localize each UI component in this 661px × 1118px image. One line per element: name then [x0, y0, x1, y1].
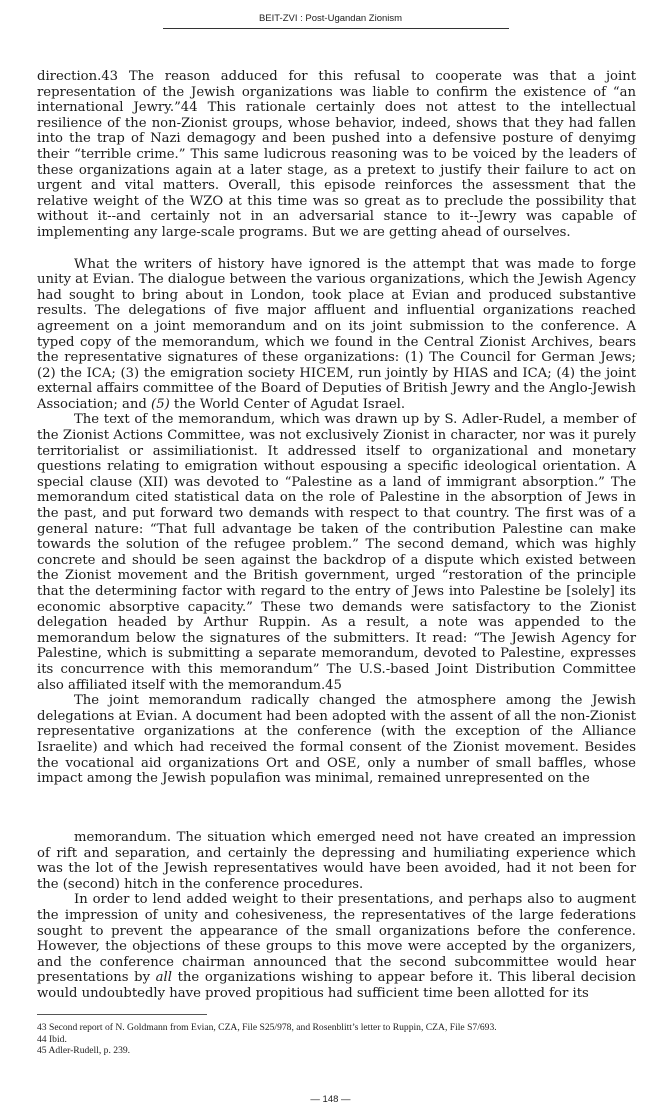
footnote-44: 44 Ibid.	[37, 1033, 67, 1045]
paragraph-2	[37, 257, 636, 413]
paragraph-6	[37, 892, 636, 1001]
paragraph-4: The joint memorandum radically changed the atmosphere among the Jewish delegations at Evian. A document had been adopted with the assent of all the non-Zionist representative organizations at the conference (with the exception of the Alliance Israelite) and which had received the formal consent of the Zionist movement. Besides the vocational aid organizations Ort and OSE, only a number of small baffles, whose impact among the Jewish populafion was minimal, remained unrepresented on the	[37, 693, 636, 787]
paragraph-3: The text of the memorandum, which was drawn up by S. Adler-Rudel, a member of the Zionist Actions Committee, was not exclusively Zionist in character, nor was it purely territorialist or assimiliationist. It addressed itself to organizational and monetary questions relating to emigration without espousing a specific ideological orientation. A special clause (XII) was devoted to “Palestine as a land of immigrant absorption.” The memorandum cited statistical data on the role of Palestine in the absorption of Jews in the past, and put forward two demands with respect to that country. The first was of a general nature: “That full advantage be taken of the contribution Palestine can make towards the solution of the refugee problem.” The second demand, which was highly concrete and should be seen against the backdrop of a dispute which existed between the Zionist movement and the British government, urged “restoration of the principle that the determining factor with regard to the entry of Jews into Palestine be [solely] its economic absorptive capacity.” These two demands were satisfactory to the Zionist delegation headed by Arthur Ruppin. As a result, a note was appended to the memorandum below the signatures of the submitters. It read: “The Jewish Agency for Palestine, which is submitting a separate memorandum, devoted to Palestine, expresses its concurrence with this memorandum” The U.S.-based Joint Distribution Committee also affiliated itself with the memorandum.45	[37, 412, 636, 693]
footnotes	[37, 1022, 637, 1057]
paragraph-6-text-after: the organizations wishing to appear before it. This liberal decision would undoubtedly have proved propitious had sufficient time been allotted for its	[37, 970, 637, 1001]
footnote-rule	[37, 1014, 207, 1015]
paragraph-1: direction.43 The reason adduced for this refusal to cooperate was that a joint representation of the Jewish organizations was liable to confirm the existence of “an international Jewry.”44 This rationale certainly does not attest to the intellectual resilience of the non-Zionist groups, whose behavior, indeed, shows that they had fallen into the trap of Nazi demagogy and been pushed into a defensive posture of denyimg their “terrible crime.” This same ludicrous reasoning was to be voiced by the leaders of these organizations again at a later stage, as a pretext to justify their failure to act on urgent and vital matters. Overall, this episode reinforces the assessment that the relative weight of the WZO at this time was so great as to preclude the possibility that without it--and certainly not in an adversarial stance to it--Jewry was capable of implementing any large-scale programs. But we are getting ahead of ourselves.	[37, 69, 636, 240]
paragraph-6-text: In order to lend added weight to their presentations, and perhaps also to augment the impression of unity and cohesiveness, the representatives of the large federations sought to prevent the appearance of the small organizations before the conference. However, the objections of these groups to this move were accepted by the organizers, and the conference chairman announced that the second subcommittee would hear presentations by	[37, 892, 636, 986]
page-number: — 148 —	[310, 1094, 351, 1105]
main-text-block-2	[37, 830, 636, 1002]
paragraph-2-italic: (5)	[151, 396, 170, 412]
paragraph-5: memorandum. The situation which emerged need not have created an impression of rift and separation, and certainly the depressing and humiliating experience which was the lot of the Jewish representatives would have been avoided, had it not been for the (second) hitch in the conference procedures.	[37, 830, 636, 892]
paragraph-2-text: What the writers of history have ignored is the attempt that was made to forge unity at Evian. The dialogue between the various organizations, which the Jewish Agency had sought to bring about in London, took place at Evian and produced substantive results. The delegations of five major affluent and influential organizations reached agreement on a joint memorandum and on its joint submission to the conference. A typed copy of the memorandum, which we found in the Central Zionist Archives, bears the representative signatures of these organizations: (1) The Council for German Jews; (2) the ICA; (3) the emigration society HICEM, run jointly by HIAS and ICA; (4) the joint external affairs committee of the Board of Deputies of British Jewry and the Anglo-Jewish Association; and	[37, 256, 637, 412]
main-text-block-1	[37, 69, 636, 787]
running-header: BEIT-ZVI : Post-Ugandan Zionism	[258, 13, 403, 24]
footnote-43: 43 Second report of N. Goldmann from Evian, CZA, File S25/978, and Rosenblitt’s letter to Ruppin, CZA, File S7/693.	[37, 1022, 497, 1033]
footnote-45: 45 Adler-Rudell, p. 239.	[37, 1045, 131, 1056]
paragraph-6-italic: all	[155, 970, 172, 986]
paragraph-2-text-after: the World Center of Agudat Israel.	[169, 396, 406, 412]
header-rule	[163, 28, 509, 29]
paragraph-gap	[37, 241, 636, 257]
